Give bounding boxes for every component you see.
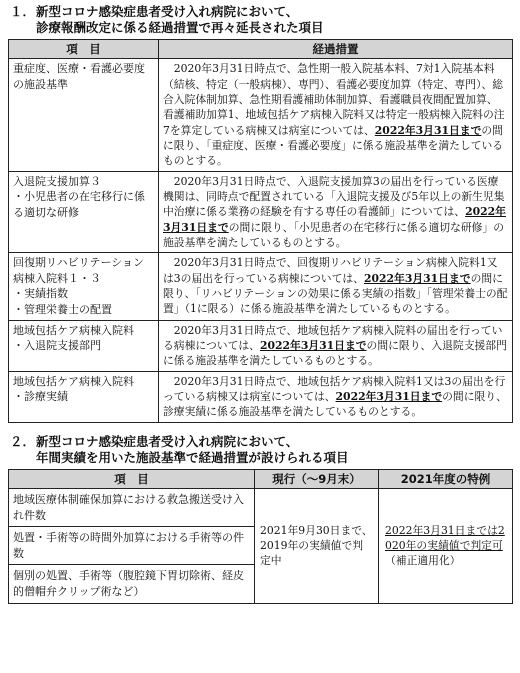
section2-number: ２． <box>10 433 36 449</box>
measure-cell <box>159 371 513 422</box>
section1-table <box>8 39 513 423</box>
deadline-text: 2022年3月31日まで <box>163 205 506 234</box>
measure-cell <box>159 253 513 320</box>
header-item: 項 目 <box>9 40 159 59</box>
current-cell: 2021年9月30日まで、2019年の実績値で判定中 <box>255 489 379 604</box>
header-measure: 経過措置 <box>159 40 513 59</box>
measure-cell <box>159 59 513 171</box>
measure-text: 2020年3月31日時点で、回復期リハビリテーション病棟入院料1又は3の届出を行っている病棟については、 <box>163 256 498 285</box>
item-cell <box>9 371 159 422</box>
item-cell: 処置・手術等の時間外加算における手術等の件数 <box>9 527 255 565</box>
item-line: ・小児患者の在宅移行に係る適切な研修 <box>13 190 145 219</box>
measure-text: 2020年3月31日時点で、地域包括ケア病棟入院料1又は3の届出を行っている病棟又は病室については、 <box>163 374 506 404</box>
section1-title-line1: 新型コロナ感染症患者受け入れ病院において、 <box>36 4 299 19</box>
item-line: 地域包括ケア病棟入院料 <box>13 323 134 337</box>
item-cell: 個別の処置、手術等（腹腔鏡下胃切除術、経皮的僧帽弁クリップ術など） <box>9 565 255 603</box>
item-line: ・入退院支援部門 <box>13 339 101 353</box>
section1-header-row <box>9 40 513 59</box>
table-row <box>9 253 513 320</box>
item-cell <box>9 171 159 253</box>
special-cell <box>379 489 513 604</box>
measure-text: の間に限り、入退院支援部門に係る施設基準を満たしているものとする。 <box>163 339 507 368</box>
deadline-text: 2022年3月31日まで <box>374 123 482 137</box>
measure-text: の間に限り、「重症度、医療・看護必要度」に係る施設基準を満たしているものとする。 <box>163 123 504 168</box>
measure-text: の間に限り、「小児患者の在宅移行に係る適切な研修」の施設基準を満たしているものとする。 <box>163 220 505 249</box>
measure-text: の間に限り、診療実績に係る施設基準を満たしているものとする。 <box>163 390 507 419</box>
section1-number: １． <box>10 4 36 19</box>
item-line: ・診療実績 <box>13 390 68 404</box>
table-row <box>9 320 513 371</box>
section2-title-line1: 新型コロナ感染症患者受け入れ病院において、 <box>36 433 299 449</box>
special-note: （補正適用化） <box>385 554 461 568</box>
item-cell: 地域医療体制確保加算における救急搬送受け入れ件数 <box>9 489 255 527</box>
measure-cell <box>159 171 513 253</box>
item-line: 回復期リハビリテーション病棟入院料１・３ <box>13 256 145 285</box>
section2-title-line2: 年間実績を用いた施設基準で経過措置が設けられる項目 <box>36 449 349 465</box>
item-cell <box>9 59 159 171</box>
measure-cell <box>159 320 513 371</box>
header-current: 現行（～9月末） <box>255 469 379 488</box>
header-item: 項 目 <box>9 469 255 488</box>
item-line: 重症度、医療・看護必要度の施設基準 <box>13 62 145 91</box>
deadline-text: 2022年3月31日まで <box>259 339 367 353</box>
item-cell <box>9 320 159 371</box>
item-line: ・管理栄養士の配置 <box>13 303 112 317</box>
item-line: ・実績指数 <box>13 287 68 301</box>
section1-body <box>9 59 513 422</box>
deadline-text: 2022年3月31日まで <box>335 390 443 404</box>
item-line: 地域包括ケア病棟入院料 <box>13 374 134 388</box>
table-row <box>9 171 513 253</box>
item-line: 入退院支援加算３ <box>13 174 101 188</box>
measure-text: の間に限り、「リハビリテーションの効果に係る実績の指数」「管理栄養士の配置」（1に限る）に係る施設基準を満たしているものとする。 <box>163 271 508 316</box>
section1-heading <box>10 4 512 36</box>
measure-text: 2020年3月31日時点で、急性期一般入院基本料、7対1入院基本料（結核、特定（一般病棟）、専門）、看護必要度加算（特定、専門）、総合入院体制加算、急性期看護補助体制加算、看護職員夜間配置加算、看護補助加算1、地域包括ケア病棟入院料又は特定一般病棟入院料の注7を算定している病棟又は病室については、 <box>163 62 505 137</box>
header-special: 2021年度の特例 <box>379 469 513 488</box>
deadline-text: 2022年3月31日まで <box>364 271 471 285</box>
section1-title-line2: 診療報酬改定に係る経過措置で再々延長された項目 <box>36 20 324 35</box>
section2-table <box>8 469 513 604</box>
table-row <box>9 371 513 422</box>
measure-text: 2020年3月31日時点で、地域包括ケア病棟入院料の届出を行っている病棟については、 <box>163 323 503 353</box>
table-row <box>9 59 513 171</box>
section2-heading <box>10 434 512 466</box>
section2-header-row <box>9 469 513 488</box>
measure-text: 2020年3月31日時点で、入退院支援加算3の届出を行っている医療機関は、同時点で配置されている「入退院支援及び5年以上の新生児集中治療に係る業務の経験を有する専任の看護師」については、 <box>163 174 505 219</box>
item-cell <box>9 253 159 320</box>
special-deadline: 2022年3月31日までは2020年の実績値で判定可 <box>385 523 505 553</box>
table-row <box>9 489 513 527</box>
